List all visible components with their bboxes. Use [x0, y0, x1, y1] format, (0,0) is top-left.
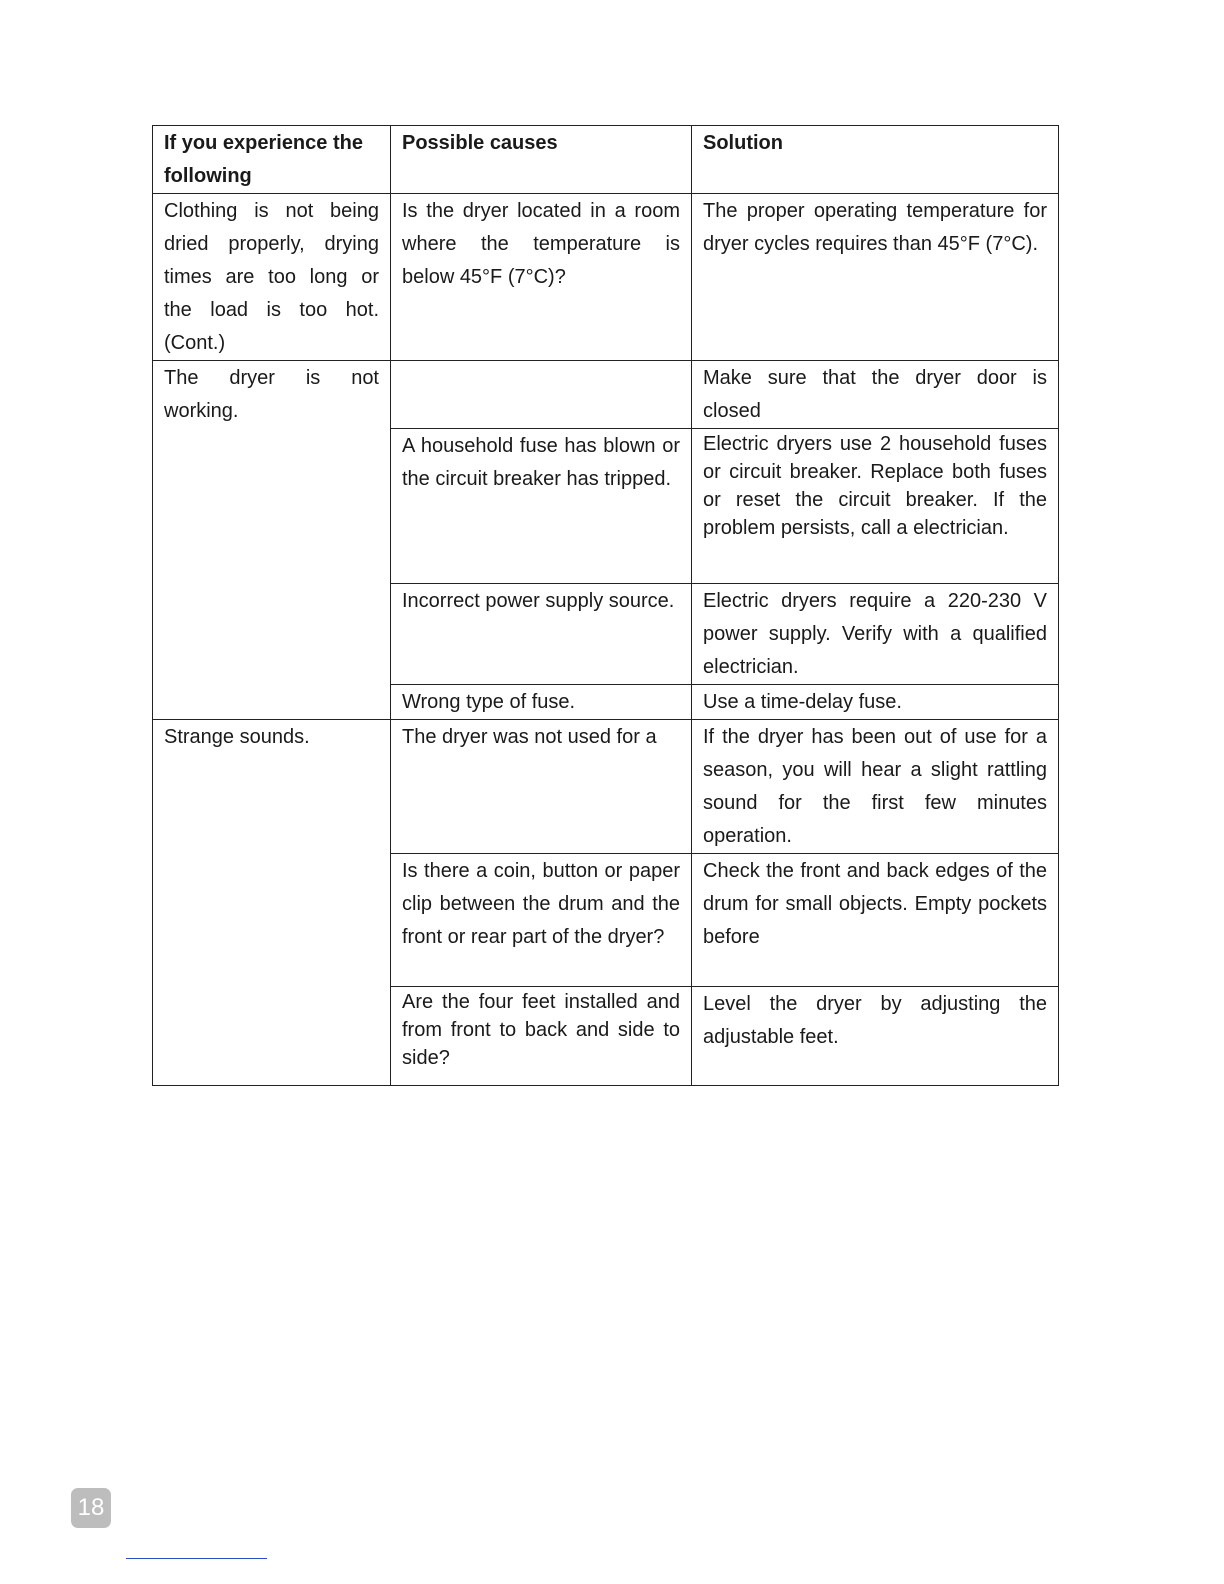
header-cause: Possible causes — [391, 126, 692, 194]
cause-cell: A household fuse has blown or the circuit breaker has tripped. — [391, 429, 692, 584]
header-symptom: If you experience the following — [153, 126, 391, 194]
symptom-cell: Clothing is not being dried properly, drying times are too long or the load is too hot. (Cont.) — [153, 194, 391, 361]
symptom-cell: The dryer is not working. — [153, 361, 391, 720]
solution-cell: Electric dryers require a 220-230 V power supply. Verify with a qualified electrician. — [692, 584, 1059, 685]
solution-cell: Make sure that the dryer door is closed — [692, 361, 1059, 429]
table-row — [153, 361, 1059, 429]
table-header-row — [153, 126, 1059, 194]
solution-cell: If the dryer has been out of use for a season, you will hear a slight rattling sound for the first few minutes operation. — [692, 720, 1059, 854]
solution-cell: The proper operating temperature for dryer cycles requires than 45°F (7°C). — [692, 194, 1059, 361]
table-row — [153, 720, 1059, 854]
symptom-cell: Strange sounds. — [153, 720, 391, 1086]
footer-divider — [126, 1558, 267, 1559]
cause-cell: Is there a coin, button or paper clip between the drum and the front or rear part of the dryer? — [391, 854, 692, 987]
solution-cell: Check the front and back edges of the drum for small objects. Empty pockets before — [692, 854, 1059, 987]
header-solution: Solution — [692, 126, 1059, 194]
cause-cell — [391, 361, 692, 429]
solution-cell: Level the dryer by adjusting the adjustable feet. — [692, 987, 1059, 1086]
page-number-badge: 18 — [71, 1488, 111, 1528]
cause-cell: Incorrect power supply source. — [391, 584, 692, 685]
table-row — [153, 194, 1059, 361]
cause-cell: Is the dryer located in a room where the temperature is below 45°F (7°C)? — [391, 194, 692, 361]
cause-cell: Are the four feet installed and from front to back and side to side? — [391, 987, 692, 1086]
cause-cell: Wrong type of fuse. — [391, 685, 692, 720]
troubleshooting-table — [152, 125, 1059, 1086]
cause-cell: The dryer was not used for a — [391, 720, 692, 854]
solution-cell: Use a time-delay fuse. — [692, 685, 1059, 720]
solution-cell: Electric dryers use 2 household fuses or circuit breaker. Replace both fuses or reset the circuit breaker. If the problem persists, call a electrician. — [692, 429, 1059, 584]
